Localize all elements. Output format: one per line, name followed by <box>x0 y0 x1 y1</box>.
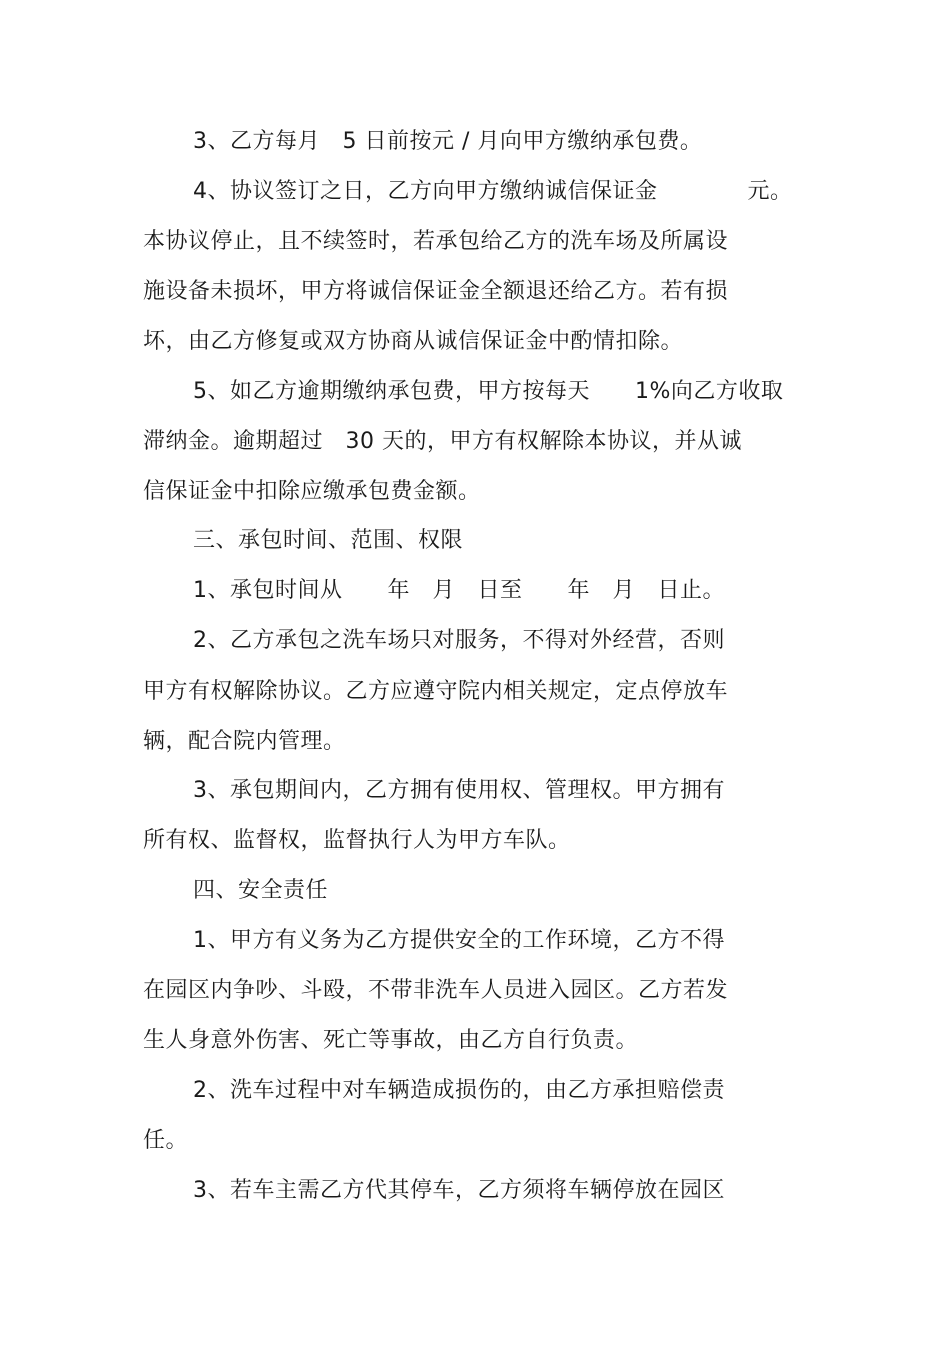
text-line: 在园区内争吵、斗殴，不带非洗车人员进入园区。乙方若发 <box>143 978 729 1003</box>
text-line: 本协议停止，且不续签时，若承包给乙方的洗车场及所属设 <box>143 229 729 254</box>
text-line: 甲方有权解除协议。乙方应遵守院内相关规定，定点停放车 <box>143 679 729 704</box>
text-line: 滞纳金。逾期超过 30 天的，甲方有权解除本协议，并从诚 <box>143 429 742 454</box>
text-line: 任。 <box>143 1128 189 1153</box>
text-line: 坏，由乙方修复或双方协商从诚信保证金中酌情扣除。 <box>143 329 684 354</box>
text-line: 2、洗车过程中对车辆造成损伤的，由乙方承担赔偿责 <box>193 1078 725 1103</box>
text-line: 1、甲方有义务为乙方提供安全的工作环境，乙方不得 <box>193 928 725 953</box>
text-line: 5、如乙方逾期缴纳承包费，甲方按每天 1%向乙方收取 <box>193 379 784 404</box>
section-heading: 三、承包时间、范围、权限 <box>193 528 464 553</box>
text-line: 1、承包时间从 年 月 日至 年 月 日止。 <box>193 578 725 603</box>
text-line: 2、乙方承包之洗车场只对服务，不得对外经营，否则 <box>193 628 725 653</box>
text-line: 生人身意外伤害、死亡等事故，由乙方自行负责。 <box>143 1028 639 1053</box>
text-line: 辆，配合院内管理。 <box>143 729 346 754</box>
text-line: 信保证金中扣除应缴承包费金额。 <box>143 479 481 504</box>
text-line: 施设备未损坏，甲方将诚信保证金全额退还给乙方。若有损 <box>143 279 729 304</box>
text-line: 3、乙方每月 5 日前按元 / 月向甲方缴纳承包费。 <box>193 129 703 154</box>
text-line: 3、承包期间内，乙方拥有使用权、管理权。甲方拥有 <box>193 778 725 803</box>
text-line: 所有权、监督权，监督执行人为甲方车队。 <box>143 828 571 853</box>
text-line: 3、若车主需乙方代其停车，乙方须将车辆停放在园区 <box>193 1178 725 1203</box>
section-heading: 四、安全责任 <box>193 878 329 903</box>
text-line: 4、协议签订之日，乙方向甲方缴纳诚信保证金 元。 <box>193 179 793 204</box>
